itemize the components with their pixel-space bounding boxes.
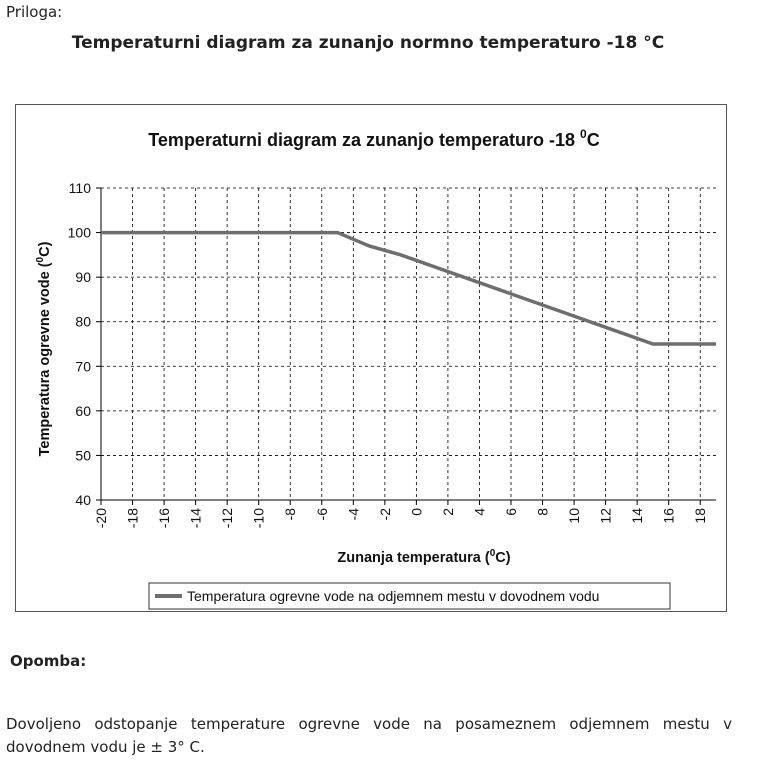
x-tick-label: -10 [250, 508, 267, 529]
x-tick-label: 4 [471, 508, 488, 516]
x-tick-label: -4 [345, 508, 362, 521]
y-tick-label: 50 [75, 447, 91, 464]
y-tick-label: 100 [67, 224, 91, 241]
series-line [101, 233, 716, 344]
x-tick-label: -12 [219, 508, 236, 529]
x-tick-label: 14 [629, 508, 646, 524]
legend [149, 583, 670, 609]
y-tick-label: 80 [75, 313, 91, 330]
legend-label: Temperatura ogrevne vode na odjemnem mestu v dovodnem vodu [187, 588, 600, 604]
x-axis-label: Zunanja temperatura ($^0$C) [337, 548, 511, 566]
y-tick-label: 40 [75, 492, 91, 508]
x-tick-label: -2 [376, 508, 393, 521]
x-tick-label: 8 [534, 508, 551, 516]
chart-frame [15, 104, 727, 612]
y-tick-label: 60 [75, 402, 91, 419]
y-tick-label: 90 [75, 269, 91, 286]
x-tick-label: -6 [313, 508, 330, 521]
attachment-label: Priloga: [6, 3, 63, 21]
y-tick-label: 110 [68, 180, 91, 196]
note-title: Opomba: [10, 652, 87, 670]
x-tick-label: -16 [156, 508, 173, 529]
chart-title: Temperaturni diagram za zunanjo temperaturo -18 $^0$C [148, 127, 600, 150]
temperature-chart [16, 105, 726, 611]
x-tick-label: 16 [660, 508, 677, 524]
x-tick-label: 10 [566, 508, 583, 524]
x-tick-label: -14 [187, 508, 204, 529]
x-tick-label: -20 [93, 508, 109, 529]
y-tick-label: 70 [75, 358, 91, 375]
y-axis-label: Temperatura ogrevne vode ($^0$C) [35, 241, 53, 457]
x-tick-label: 12 [597, 508, 614, 524]
note-text: Dovoljeno odstopanje temperature ogrevne vode na posameznem odjemnem mestu v dovodnem vodu je ± 3° C. [6, 715, 732, 756]
x-tick-label: 0 [408, 508, 425, 516]
x-tick-label: 6 [503, 508, 519, 516]
x-tick-label: 2 [439, 508, 456, 516]
document-title: Temperaturni diagram za zunanjo normno temperaturo -18 °C [71, 33, 665, 53]
x-tick-label: -8 [282, 508, 299, 521]
x-tick-label: 18 [692, 508, 709, 524]
x-tick-label: -18 [124, 508, 141, 529]
